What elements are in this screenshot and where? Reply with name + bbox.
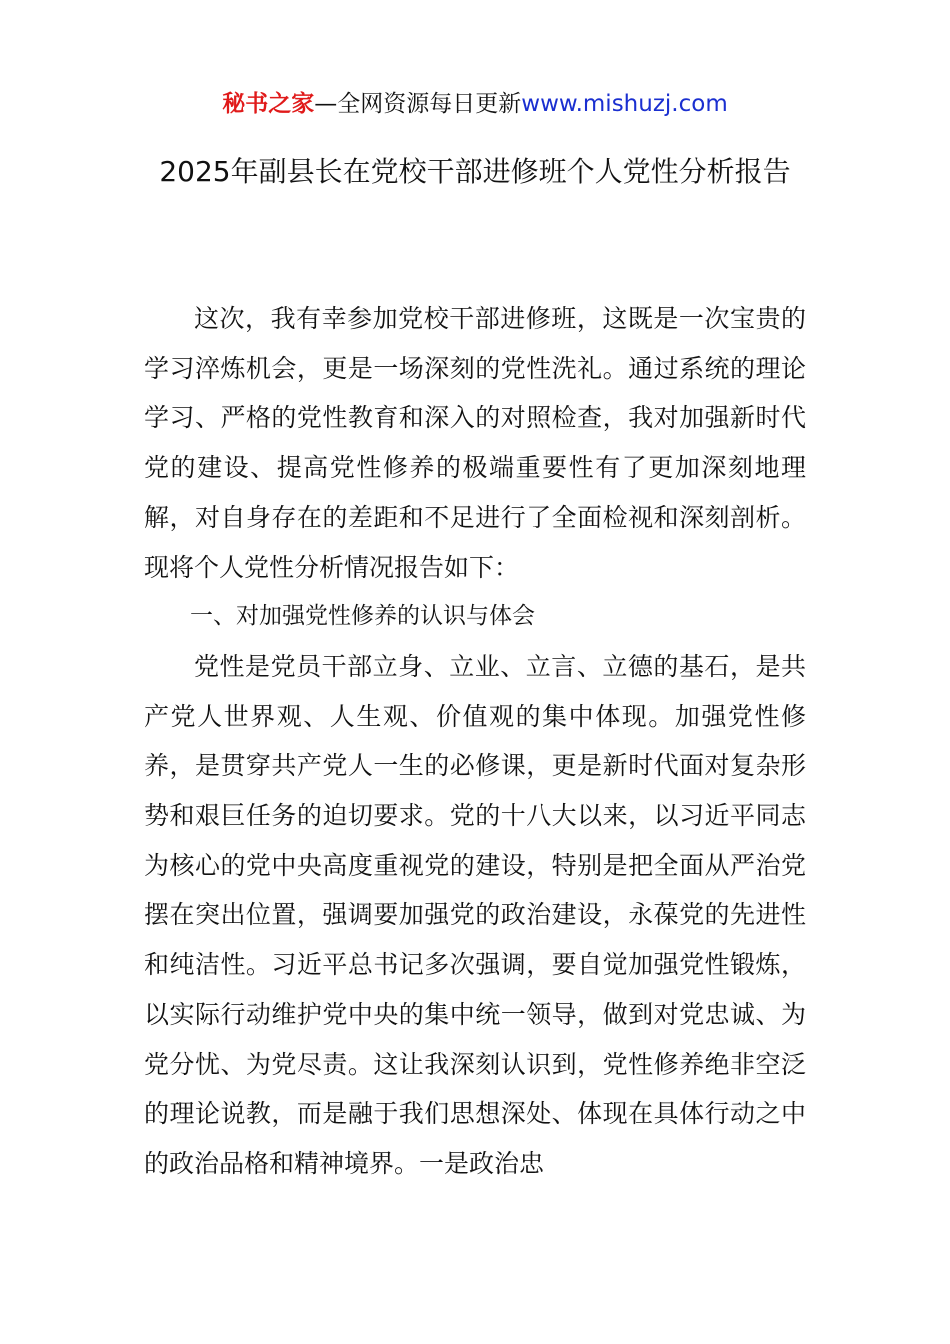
site-slogan: —全网资源每日更新 — [314, 91, 522, 117]
site-header — [0, 86, 950, 122]
body-paragraph: 党性是党员干部立身、立业、立言、立德的基石，是共产党人世界观、人生观、价值观的集中体现。加强党性修养，是贯穿共产党人一生的必修课，更是新时代面对复杂形势和艰巨任务的迫切要求。党的十八大以来，以习近平同志为核心的党中央高度重视党的建设，特别是把全面从严治党摆在突出位置，强调要加强党的政治建设，永葆党的先进性和纯洁性。习近平总书记多次强调，要自觉加强党性锻炼，以实际行动维护党中央的集中统一领导，做到对党忠诚、为党分忧、为党尽责。这让我深刻认识到，党性修养绝非空泛的理论说教，而是融于我们思想深处、体现在具体行动之中的政治品格和精神境界。一是政治忠 — [144, 651, 806, 1178]
section-heading: 一、对加强党性修养的认识与体会 — [190, 603, 535, 630]
site-brand: 秘书之家 — [222, 91, 315, 117]
site-url-link[interactable]: www.mishuzj.com — [521, 91, 728, 117]
document-body — [144, 294, 806, 1189]
document-title: 2025年副县长在党校干部进修班个人党性分析报告 — [159, 155, 791, 188]
intro-paragraph: 这次，我有幸参加党校干部进修班，这既是一次宝贵的学习淬炼机会，更是一场深刻的党性洗礼。通过系统的理论学习、严格的党性教育和深入的对照检查，我对加强新时代党的建设、提高党性修养的极端重要性有了更加深刻地理解，对自身存在的差距和不足进行了全面检视和深刻剖析。现将个人党性分析情况报告如下： — [144, 304, 806, 582]
